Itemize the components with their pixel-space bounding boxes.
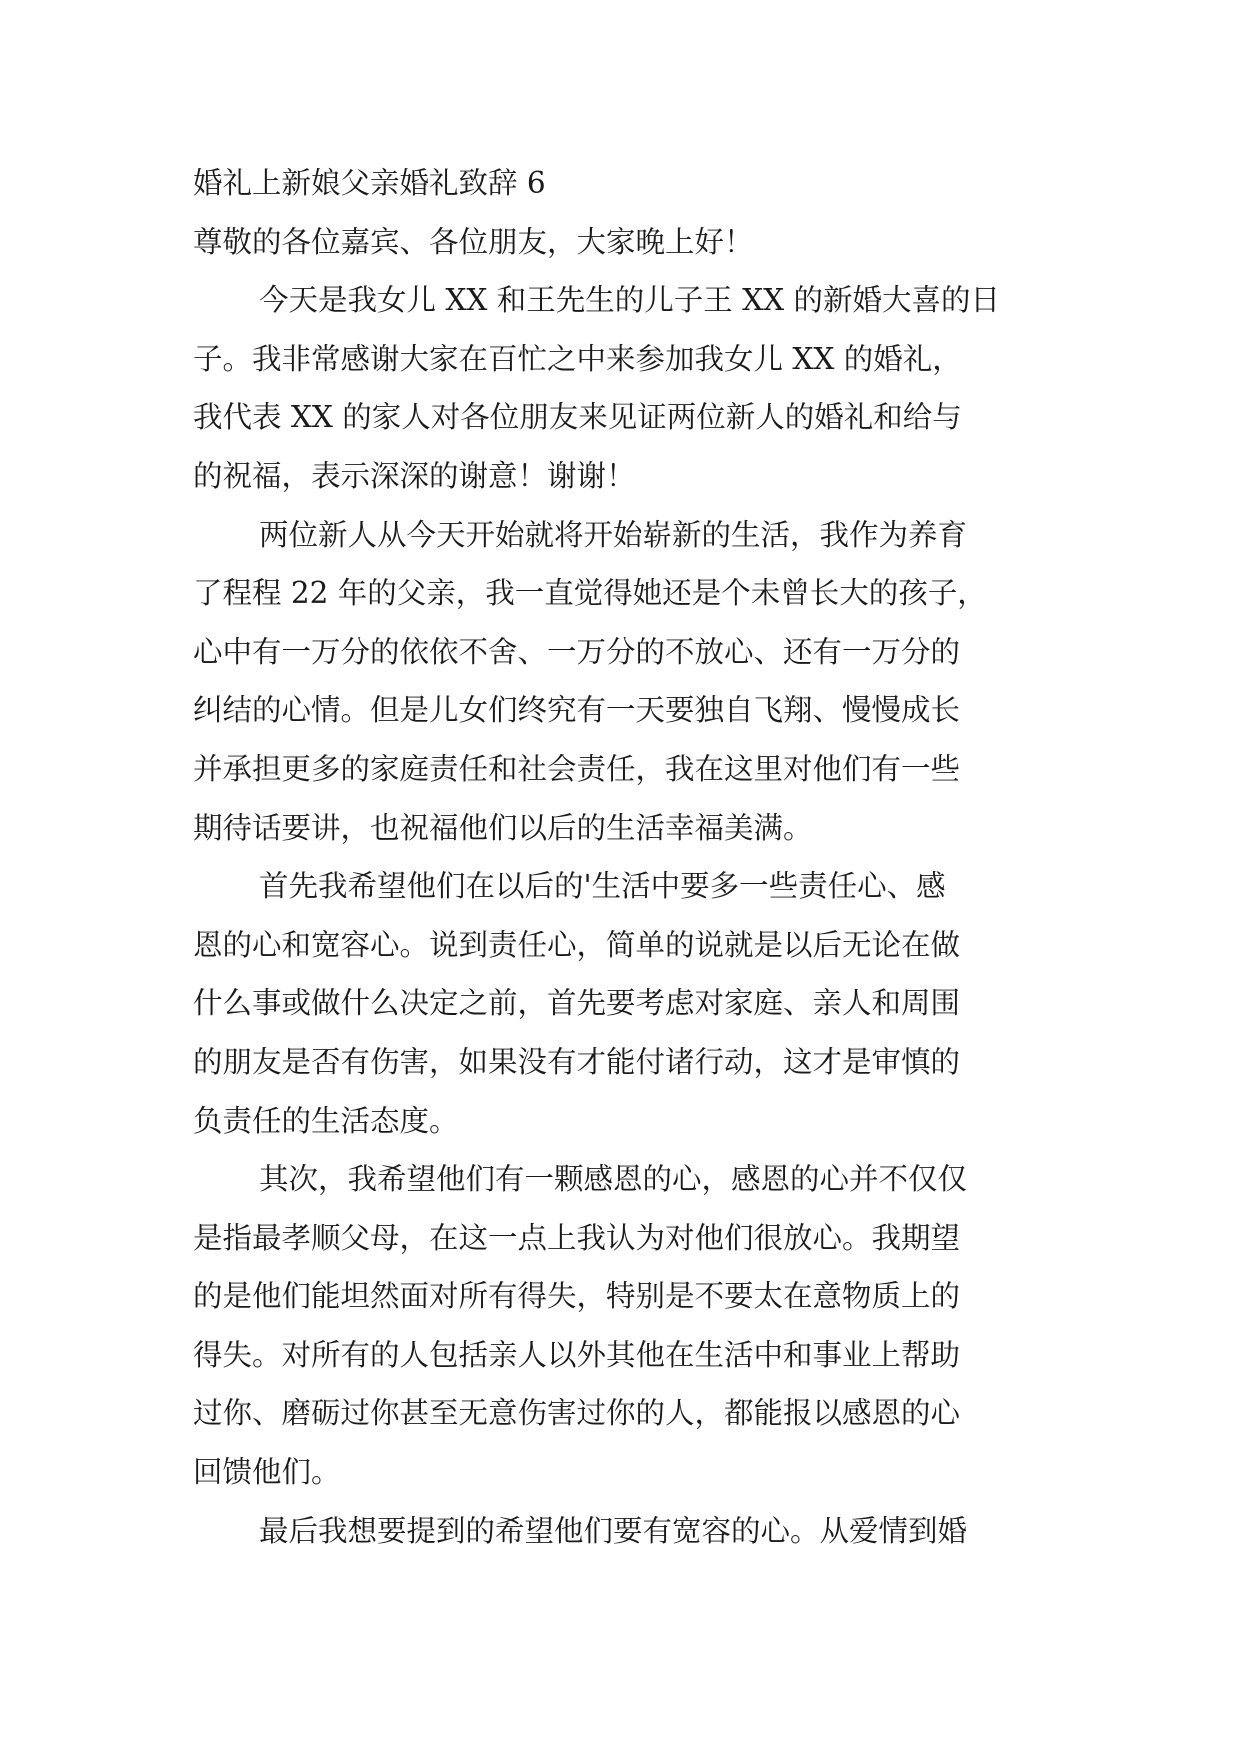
paragraph-line: 负责任的生活态度。	[193, 1103, 459, 1138]
paragraph-line: 回馈他们。	[193, 1455, 341, 1490]
paragraph-line: 心中有一万分的依依不舍、一万分的不放心、还有一万分的	[193, 634, 961, 669]
paragraph-4	[193, 1150, 1051, 1502]
paragraph-line: 恩的心和宽容心。说到责任心，简单的说就是以后无论在做	[193, 927, 961, 962]
greeting: 尊敬的各位嘉宾、各位朋友，大家晚上好！	[193, 224, 754, 259]
paragraph-line: 过你、磨砺过你甚至无意伤害过你的人，都能报以感恩的心	[193, 1396, 961, 1431]
paragraph-line: 的朋友是否有伤害，如果没有才能付诸行动，这才是审慎的	[193, 1044, 961, 1079]
paragraph-line: 今天是我女儿 XX 和王先生的儿子王 XX 的新婚大喜的日	[259, 283, 1001, 318]
paragraph-line: 的是他们能坦然面对所有得失，特别是不要太在意物质上的	[193, 1279, 961, 1314]
paragraph-5	[193, 1502, 1051, 1561]
paragraph-line: 两位新人从今天开始就将开始崭新的生活，我作为养育	[259, 517, 968, 552]
paragraph-line: 期待话要讲，也祝福他们以后的生活幸福美满。	[193, 810, 813, 845]
document-page	[193, 154, 1051, 1560]
paragraph-line: 其次，我希望他们有一颗感恩的心，感恩的心并不仅仅	[259, 1162, 968, 1197]
paragraph-1	[193, 271, 1051, 505]
paragraph-line: 纠结的心情。但是儿女们终究有一天要独自飞翔、慢慢成长	[193, 693, 961, 728]
paragraph-line: 得失。对所有的人包括亲人以外其他在生活中和事业上帮助	[193, 1337, 961, 1372]
paragraph-line: 首先我希望他们在以后的'生活中要多一些责任心、感	[259, 869, 946, 904]
paragraph-3	[193, 857, 1051, 1150]
paragraph-line: 是指最孝顺父母，在这一点上我认为对他们很放心。我期望	[193, 1220, 961, 1255]
paragraph-line: 什么事或做什么决定之前，首先要考虑对家庭、亲人和周围	[193, 986, 961, 1021]
document-title: 婚礼上新娘父亲婚礼致辞 6	[193, 166, 546, 200]
paragraph-2	[193, 506, 1051, 858]
paragraph-line: 我代表 XX 的家人对各位朋友来见证两位新人的婚礼和给与	[193, 400, 962, 435]
paragraph-line: 最后我想要提到的希望他们要有宽容的心。从爱情到婚	[259, 1513, 968, 1548]
paragraph-line: 子。我非常感谢大家在百忙之中来参加我女儿 XX 的婚礼，	[193, 341, 962, 376]
paragraph-line: 的祝福，表示深深的谢意！谢谢！	[193, 458, 636, 493]
paragraph-line: 了程程 22 年的父亲，我一直觉得她还是个未曾长大的孩子，	[193, 576, 987, 611]
paragraph-line: 并承担更多的家庭责任和社会责任，我在这里对他们有一些	[193, 751, 961, 786]
